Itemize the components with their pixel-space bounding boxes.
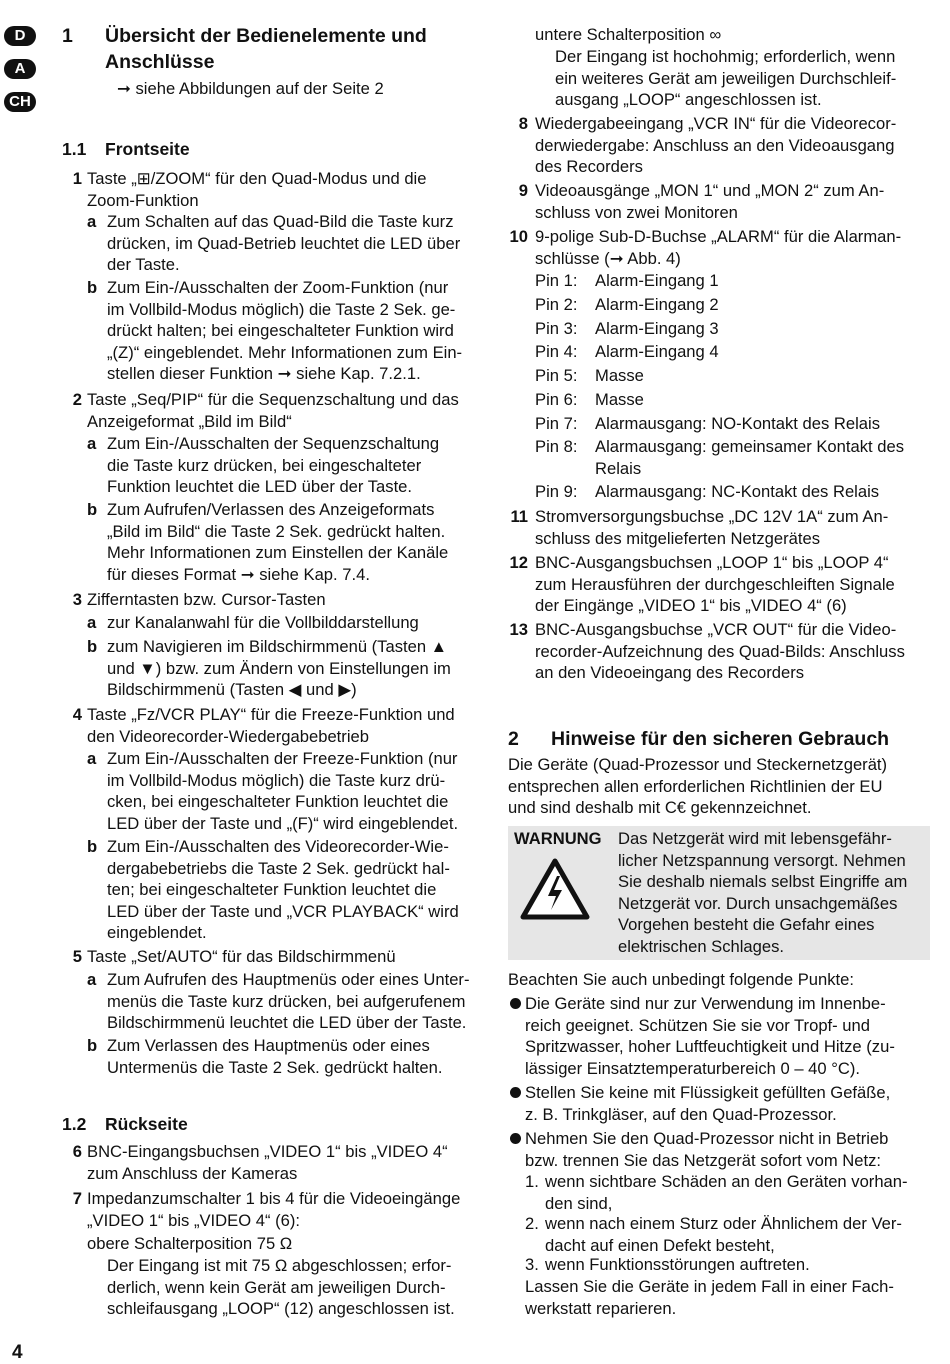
text-line: den sind,	[545, 1193, 613, 1213]
item-7-number: 7	[72, 1189, 82, 1208]
text-line: Relais	[595, 458, 642, 478]
text-line: wenn sichtbare Schäden an den Geräten vorhan-	[545, 1172, 908, 1191]
item-3b-text	[107, 636, 482, 701]
text-line: stellen dieser Funktion ➞ siehe Kap. 7.2.1.	[107, 364, 421, 384]
bullet-icon	[510, 1133, 521, 1144]
pin-1-label: Pin 1:	[535, 271, 578, 290]
text-line: LED über der Taste und „VCR PLAYBACK“ wird	[107, 901, 459, 921]
item-13-number: 13	[509, 620, 528, 639]
pin-5-text: Masse	[595, 366, 644, 385]
section-2-title: Hinweise für den sicheren Gebrauch	[551, 728, 890, 750]
section-1-1-title: Frontseite	[105, 139, 190, 159]
pin-8-text	[595, 436, 930, 479]
item-1-number: 1	[72, 169, 82, 188]
item-12-text	[535, 552, 930, 617]
pin-4-text: Alarm-Eingang 4	[595, 342, 719, 361]
item-5-text: Taste „Set/AUTO“ für das Bildschirmmenü	[87, 947, 396, 966]
language-badge-a: A	[4, 59, 36, 79]
list-number-1: 1.	[525, 1172, 539, 1191]
item-2-number: 2	[72, 390, 82, 409]
text-line: BNC-Ausgangsbuchse „VCR OUT“ für die Video-	[535, 620, 897, 639]
item-1a-text	[107, 211, 482, 276]
text-line: Zum Ein-/Ausschalten der Zoom-Funktion (nur	[107, 278, 449, 297]
item-10-number: 10	[509, 227, 528, 246]
item-11-text	[535, 506, 930, 549]
pin-1-text: Alarm-Eingang 1	[595, 271, 719, 290]
item-4b-text	[107, 836, 482, 944]
text-line: Zum Ein-/Ausschalten der Sequenzschaltung	[107, 434, 440, 453]
text-line: derlich, wenn kein Gerät am jeweiligen Durch-	[107, 1277, 446, 1297]
list-item-2	[545, 1213, 930, 1256]
item-4-line: den Videorecorder-Wiedergabebetrieb	[87, 726, 369, 746]
text-line: bzw. trennen Sie das Netzgerät sofort vom Netz:	[525, 1150, 882, 1170]
text-line: zum Herausführen der durchgeschleiften Signale	[535, 574, 895, 594]
pin-2-text: Alarm-Eingang 2	[595, 295, 719, 314]
pin-8-label: Pin 8:	[535, 437, 578, 456]
text-line: im Vollbild-Modus möglich) die Taste kurz drü-	[107, 770, 446, 790]
text-line: „Bild im Bild“ die Taste 2 Sek. gedrückt halten.	[107, 521, 446, 541]
item-8-number: 8	[518, 114, 528, 133]
item-5b-letter: b	[87, 1036, 98, 1055]
text-line: werkstatt reparieren.	[525, 1298, 677, 1318]
text-line: Stromversorgungsbuchse „DC 12V 1A“ zum An-	[535, 507, 889, 526]
text-line: 9-polige Sub-D-Buchse „ALARM“ für die Alarman-	[535, 227, 902, 246]
item-4-line: Taste „Fz/VCR PLAY“ für die Freeze-Funktion und	[87, 705, 455, 724]
text-line: Stellen Sie keine mit Flüssigkeit gefüllten Gefäße,	[525, 1083, 891, 1102]
safety-bullet-1	[525, 993, 930, 1079]
text-line: licher Netzspannung versorgt. Nehmen	[618, 850, 906, 870]
warning-label: WARNUNG	[514, 829, 602, 848]
text-line: entsprechen allen erforderlichen Richtlinien der EU	[508, 776, 883, 796]
pin-9-label: Pin 9:	[535, 482, 578, 501]
text-line: drückt halten; bei eingeschalteter Funktion wird	[107, 321, 454, 341]
item-7-text	[87, 1188, 482, 1231]
item-2-line: Anzeigeformat „Bild im Bild“	[87, 411, 292, 431]
item-4b-letter: b	[87, 837, 98, 856]
text-line: zum Navigieren im Bildschirmmenü (Tasten ▲	[107, 637, 448, 656]
item-7-upper-text	[107, 1255, 482, 1320]
warning-text	[618, 828, 924, 958]
list-item-1	[545, 1171, 930, 1214]
text-line: dacht auf einen Defekt besteht,	[545, 1235, 775, 1255]
item-11-number: 11	[510, 507, 528, 526]
text-line: Der Eingang ist hochohmig; erforderlich, wenn	[555, 47, 896, 66]
item-9-number: 9	[518, 181, 528, 200]
item-7-lower-label: untere Schalterposition ∞	[535, 25, 722, 44]
item-4a-letter: a	[87, 749, 97, 768]
item-9-text	[535, 180, 930, 223]
text-line: Alarmausgang: gemeinsamer Kontakt des	[595, 437, 904, 456]
text-line: Zum Ein-/Ausschalten der Freeze-Funktion (nur	[107, 749, 458, 768]
text-line: zum Anschluss der Kameras	[87, 1163, 298, 1183]
text-line: schluss des mitgelieferten Netzgerätes	[535, 528, 820, 548]
text-line: Bildschirmmenü leuchtet die LED über der Taste.	[107, 1013, 467, 1033]
text-line: ausgang „LOOP“ angeschlossen ist.	[555, 90, 822, 110]
list-number-3: 3.	[525, 1255, 539, 1274]
text-line: „(Z)“ eingeblendet. Mehr Informationen zum Ein-	[107, 342, 463, 362]
pin-5-label: Pin 5:	[535, 366, 578, 385]
item-4a-text	[107, 748, 482, 834]
text-line: der Taste.	[107, 255, 180, 275]
item-2a-text	[107, 433, 482, 498]
pin-3-label: Pin 3:	[535, 319, 578, 338]
text-line: schleifausgang „LOOP“ (12) angeschlossen ist.	[107, 1299, 455, 1319]
item-10-text	[535, 226, 930, 269]
text-line: menüs die Taste kurz drücken, bei aufgerufenem	[107, 991, 466, 1011]
text-line: der Eingänge „VIDEO 1“ bis „VIDEO 4“ (6)	[535, 596, 847, 616]
pin-2-label: Pin 2:	[535, 295, 578, 314]
language-badge-ch: CH	[4, 92, 36, 112]
item-2b-letter: b	[87, 500, 98, 519]
text-line: Netzgerät vor. Durch unsachgemäßes	[618, 893, 898, 913]
section-1-see-reference: ➞ siehe Abbildungen auf der Seite 2	[117, 79, 384, 98]
item-3b-letter: b	[87, 637, 98, 656]
item-5-number: 5	[72, 947, 82, 966]
text-line: recorder-Aufzeichnung des Quad-Bilds: Anschluss	[535, 641, 905, 661]
item-5b-text	[107, 1035, 482, 1078]
text-line: Videoausgänge „MON 1“ und „MON 2“ zum An-	[535, 181, 885, 200]
text-line: Zum Verlassen des Hauptmenüs oder eines	[107, 1036, 430, 1055]
text-line: für dieses Format ➞ siehe Kap. 7.4.	[107, 564, 370, 584]
text-line: BNC-Eingangsbuchsen „VIDEO 1“ bis „VIDEO 4“	[87, 1142, 448, 1161]
item-3a-letter: a	[87, 613, 97, 632]
item-3a-text: zur Kanalanwahl für die Vollbilddarstellung	[107, 613, 419, 632]
safety-bullet-3	[525, 1128, 930, 1171]
text-line: eingeblendet.	[107, 923, 207, 943]
text-line: drücken, im Quad-Betrieb leuchtet die LED über	[107, 233, 461, 253]
text-line: Der Eingang ist mit 75 Ω abgeschlossen; erfor-	[107, 1256, 452, 1275]
item-6-number: 6	[72, 1142, 82, 1161]
item-4-text	[87, 704, 482, 747]
pin-3-text: Alarm-Eingang 3	[595, 319, 719, 338]
section-1-1-number: 1.1	[62, 139, 87, 159]
item-1b-text	[107, 277, 482, 385]
text-line: und ▼) bzw. zum Ändern von Einstellungen im	[107, 658, 451, 678]
pin-4-label: Pin 4:	[535, 342, 578, 361]
text-line: des Recorders	[535, 157, 643, 177]
text-line: Sie deshalb niemals selbst Eingriffe am	[618, 872, 908, 892]
item-5a-letter: a	[87, 970, 97, 989]
item-7-lower-text	[555, 46, 930, 111]
electric-hazard-icon	[520, 858, 590, 920]
item-12-number: 12	[509, 553, 528, 572]
item-6-text	[87, 1141, 482, 1184]
text-line: Bildschirmmenü (Tasten ◀ und ▶)	[107, 680, 357, 700]
text-line: Zum Aufrufen des Hauptmenüs oder eines Unter-	[107, 970, 470, 989]
section-1-2-number: 1.2	[62, 1114, 87, 1134]
text-line: und sind deshalb mit C€ gekennzeichnet.	[508, 798, 812, 818]
item-5a-text	[107, 969, 482, 1034]
text-line: Funktion leuchtet die LED über der Taste.	[107, 477, 413, 497]
pin-7-text: Alarmausgang: NO-Kontakt des Relais	[595, 414, 880, 433]
item-13-text	[535, 619, 930, 684]
section-2-number: 2	[508, 728, 519, 750]
item-2b-text	[107, 499, 482, 585]
text-line: Wiedergabeeingang „VCR IN“ für die Videorecor-	[535, 114, 897, 133]
text-line: Das Netzgerät wird mit lebensgefähr-	[618, 829, 892, 848]
text-line: Impedanzumschalter 1 bis 4 für die Videoeingänge	[87, 1189, 461, 1208]
section-1-title-line2: Anschlüsse	[105, 51, 215, 73]
text-line: Spritzwasser, hoher Luftfeuchtigkeit und Hitze (zu-	[525, 1037, 895, 1057]
safety-note: Beachten Sie auch unbedingt folgende Punkte:	[508, 970, 854, 989]
section-1-number: 1	[62, 25, 73, 47]
page-number: 4	[12, 1342, 23, 1363]
text-line: reich geeignet. Schützen Sie sie vor Tropf- und	[525, 1015, 870, 1035]
pin-6-text: Masse	[595, 390, 644, 409]
text-line: an den Videoeingang des Recorders	[535, 663, 805, 683]
text-line: Zum Schalten auf das Quad-Bild die Taste kurz	[107, 212, 454, 231]
item-2-text	[87, 389, 482, 432]
text-line: cken, bei eingeschalteter Funktion leuchtet die	[107, 792, 449, 812]
text-line: BNC-Ausgangsbuchsen „LOOP 1“ bis „LOOP 4“	[535, 553, 889, 572]
text-line: schluss von zwei Monitoren	[535, 202, 738, 222]
text-line: Zum Ein-/Ausschalten des Videorecorder-Wie-	[107, 837, 449, 856]
section-1-title-line1: Übersicht der Bedienelemente und	[105, 25, 427, 47]
text-line: z. B. Trinkgläser, auf den Quad-Prozessor.	[525, 1104, 837, 1124]
pin-6-label: Pin 6:	[535, 390, 578, 409]
pin-7-label: Pin 7:	[535, 414, 578, 433]
text-line: „VIDEO 1“ bis „VIDEO 4“ (6):	[87, 1210, 300, 1230]
text-line: ein weiteres Gerät am jeweiligen Durchschleif-	[555, 68, 897, 88]
pin-9-text: Alarmausgang: NC-Kontakt des Relais	[595, 482, 880, 501]
item-2a-letter: a	[87, 434, 97, 453]
text-line: Nehmen Sie den Quad-Prozessor nicht in Betrieb	[525, 1129, 889, 1148]
section-2-intro	[508, 754, 930, 819]
text-line: im Vollbild-Modus möglich) die Taste 2 Sek. ge-	[107, 299, 456, 319]
safety-bullet-2	[525, 1082, 930, 1125]
text-line: Die Geräte (Quad-Prozessor und Steckernetzgerät)	[508, 755, 888, 774]
text-line: wenn nach einem Sturz oder Ähnlichem der Ver-	[545, 1214, 902, 1233]
text-line: derwiedergabe: Anschluss an den Videoausgang	[535, 135, 895, 155]
text-line: Mehr Informationen zum Einstellen der Kanäle	[107, 543, 449, 563]
item-1-line: Zoom-Funktion	[87, 190, 199, 210]
item-3-text: Zifferntasten bzw. Cursor-Tasten	[87, 590, 326, 609]
item-3-number: 3	[72, 590, 82, 609]
text-line: schlüsse (➞ Abb. 4)	[535, 248, 681, 268]
text-line: ten; bei eingeschalteter Funktion leuchtet die	[107, 880, 437, 900]
text-line: lässiger Einsatztemperaturbereich 0 – 40 °C).	[525, 1058, 860, 1078]
item-4-number: 4	[72, 705, 82, 724]
bullet-icon	[510, 1087, 521, 1098]
language-badge-d: D	[4, 26, 36, 46]
bullet-icon	[510, 998, 521, 1009]
item-1-line: Taste „⊞/ZOOM“ für den Quad-Modus und die	[87, 169, 427, 188]
item-8-text	[535, 113, 930, 178]
list-item-3: wenn Funktionsstörungen auftreten.	[545, 1255, 810, 1274]
text-line: Untermenüs die Taste 2 Sek. gedrückt halten.	[107, 1057, 443, 1077]
text-line: Die Geräte sind nur zur Verwendung im Innenbe-	[525, 994, 886, 1013]
closing-text	[525, 1276, 930, 1319]
text-line: LED über der Taste und „(F)“ wird eingeblendet.	[107, 813, 459, 833]
section-1-2-title: Rückseite	[105, 1114, 188, 1134]
text-line: die Taste kurz drücken, bei eingeschalteter	[107, 455, 422, 475]
text-line: Lassen Sie die Geräte in jedem Fall in einer Fach-	[525, 1277, 894, 1296]
text-line: elektrischen Schlages.	[618, 936, 785, 956]
list-number-2: 2.	[525, 1214, 539, 1233]
text-line: Vorgehen besteht die Gefahr eines	[618, 915, 875, 935]
warning-box	[508, 826, 930, 960]
item-7-upper-label: obere Schalterposition 75 Ω	[87, 1234, 293, 1253]
item-1-text	[87, 168, 482, 211]
text-line: Zum Aufrufen/Verlassen des Anzeigeformats	[107, 500, 435, 519]
item-1b-letter: b	[87, 278, 98, 297]
item-2-line: Taste „Seq/PIP“ für die Sequenzschaltung und das	[87, 390, 459, 409]
text-line: dergabebetriebs die Taste 2 Sek. gedrückt hal-	[107, 858, 450, 878]
item-1a-letter: a	[87, 212, 97, 231]
